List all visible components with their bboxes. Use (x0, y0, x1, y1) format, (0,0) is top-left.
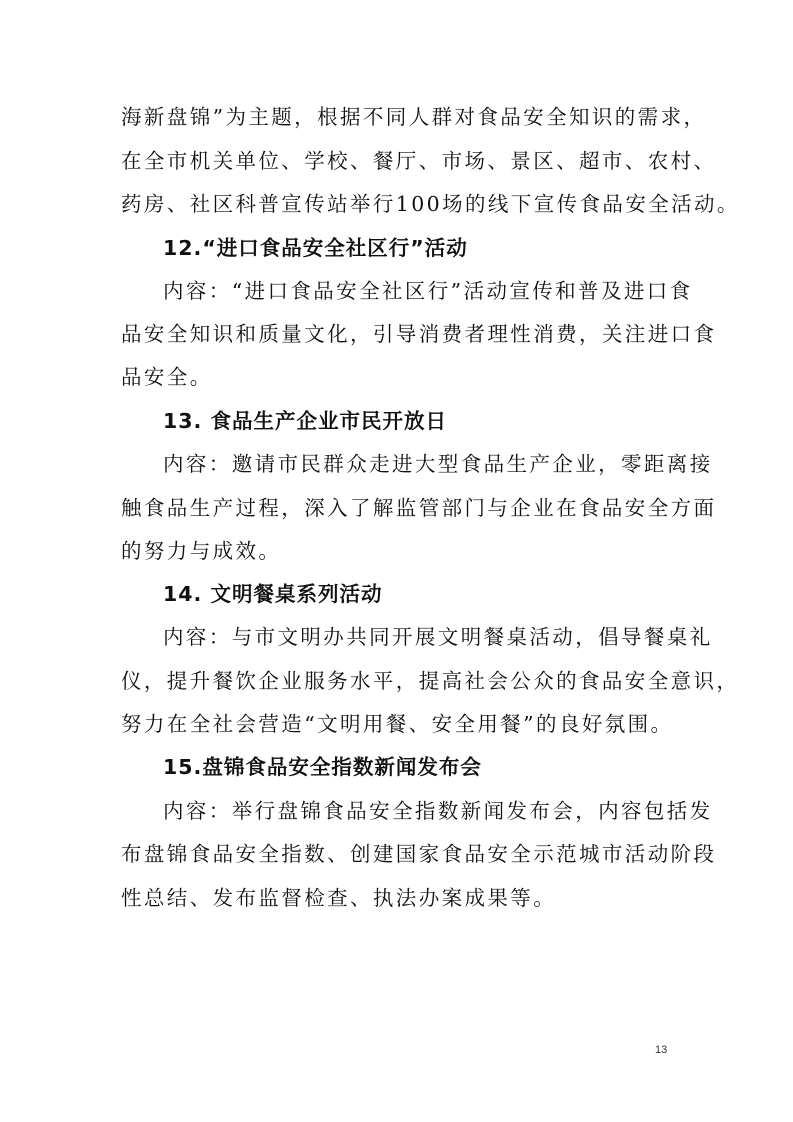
section-13-line-1: 内容：邀请市民群众走进大型食品生产企业，零距离接 (163, 452, 713, 476)
section-15-line-2: 布盘锦食品安全指数、创建国家食品安全示范城市活动阶段 (121, 842, 717, 866)
section-15-line-1: 内容：举行盘锦食品安全指数新闻发布会，内容包括发 (163, 799, 713, 823)
section-heading-15: 15.盘锦食品安全指数新闻发布会 (163, 755, 482, 779)
intro-line-2: 在全市机关单位、学校、餐厅、市场、景区、超市、农村、 (121, 149, 717, 173)
section-13-line-2: 触食品生产过程，深入了解监管部门与企业在食品安全方面 (121, 496, 717, 520)
page-number: 13 (655, 1044, 668, 1056)
section-14-line-3: 努力在全社会营造“文明用餐、安全用餐”的良好氛围。 (121, 712, 674, 736)
section-13-line-3: 的努力与成效。 (121, 539, 282, 563)
section-12-line-3: 品安全。 (121, 365, 213, 389)
section-heading-13: 13. 食品生产企业市民开放日 (163, 409, 447, 433)
intro-line-1: 海新盘锦”为主题，根据不同人群对食品安全知识的需求， (121, 105, 707, 129)
intro-line-3: 药房、社区科普宣传站举行100场的线下宣传食品安全活动。 (121, 192, 740, 216)
section-14-line-1: 内容：与市文明办共同开展文明餐桌活动，倡导餐桌礼 (163, 625, 713, 649)
section-14-line-2: 仪，提升餐饮企业服务水平，提高社会公众的食品安全意识， (121, 669, 740, 693)
section-heading-12: 12.“进口食品安全社区行”活动 (163, 236, 468, 260)
section-heading-14: 14. 文明餐桌系列活动 (163, 582, 383, 606)
section-12-line-2: 品安全知识和质量文化，引导消费者理性消费，关注进口食 (121, 322, 717, 346)
section-12-line-1: 内容：“进口食品安全社区行”活动宣传和普及进口食 (163, 279, 693, 303)
section-15-line-3: 性总结、发布监督检查、执法办案成果等。 (121, 886, 557, 910)
